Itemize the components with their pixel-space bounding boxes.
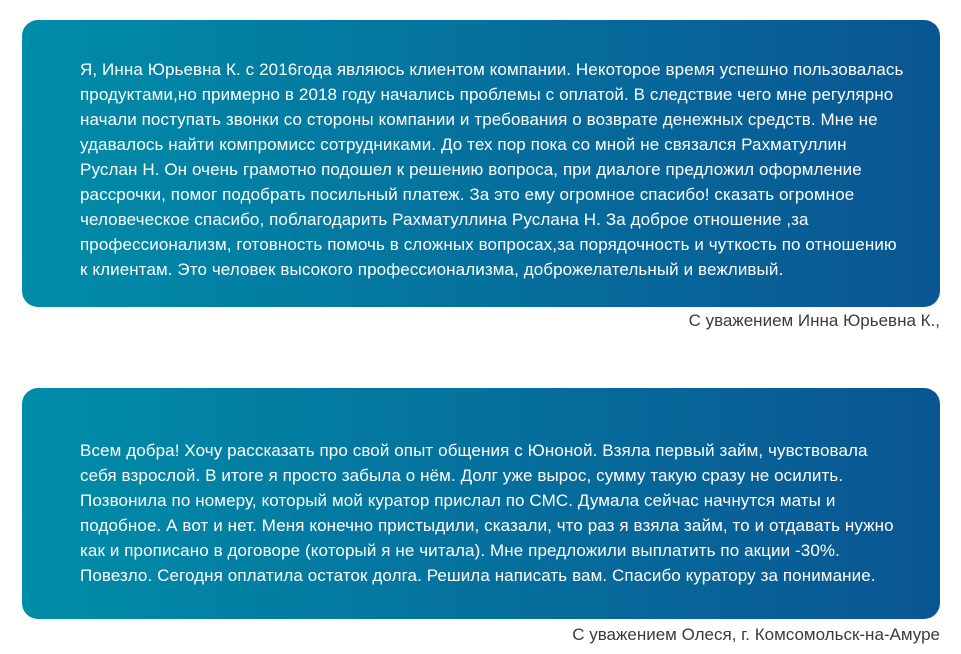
testimonial-card-2 bbox=[22, 388, 940, 619]
testimonial-text-2: Всем добра! Хочу рассказать про свой опыт общения с Юноной. Взяла первый займ, чувствовала себя взрослой. В итоге я просто забыла о нём. Долг уже вырос, сумму такую сразу не осилить. Позвонила по номеру, который мой куратор прислал по СМС. Думала сейчас начнутся маты и подобное. А вот и нет. Меня конечно пристыдили, сказали, что раз я взяла займ, то и отдавать нужно как и прописано в договоре (который я не читала). Мне предложили выплатить по акции -30%. Повезло. Сегодня оплатила остаток долга. Решила написать вам. Спасибо куратору за понимание. bbox=[80, 441, 894, 585]
testimonial-signature-2: С уважением Олеся, г. Комсомольск-на-Амуре bbox=[572, 625, 940, 644]
testimonial-signature-1: С уважением Инна Юрьевна К., bbox=[688, 311, 940, 330]
testimonial-card-1 bbox=[22, 20, 940, 307]
testimonial-text-1: Я, Инна Юрьевна К. с 2016года являюсь клиентом компании. Некоторое время успешно пользовалась продуктами,но примерно в 2018 году начались проблемы с оплатой. В следствие чего мне регулярно начали поступать звонки со стороны компании и требования о возврате денежных средств. Мне не удавалось найти компромисс сотрудниками. До тех пор пока со мной не связался Рахматуллин Руслан Н. Он очень грамотно подошел к решению вопроса, при диалоге предложил оформление рассрочки, помог подобрать посильный платеж. За это ему огромное спасибо! сказать огромное человеческое спасибо, поблагодарить Рахматуллина Руслана Н. За доброе отношение ,за профессионализм, готовность помочь в сложных вопросах,за порядочность и чуткость по отношению к клиентам. Это человек высокого профессионализма, доброжелательный и вежливый. bbox=[80, 60, 904, 279]
